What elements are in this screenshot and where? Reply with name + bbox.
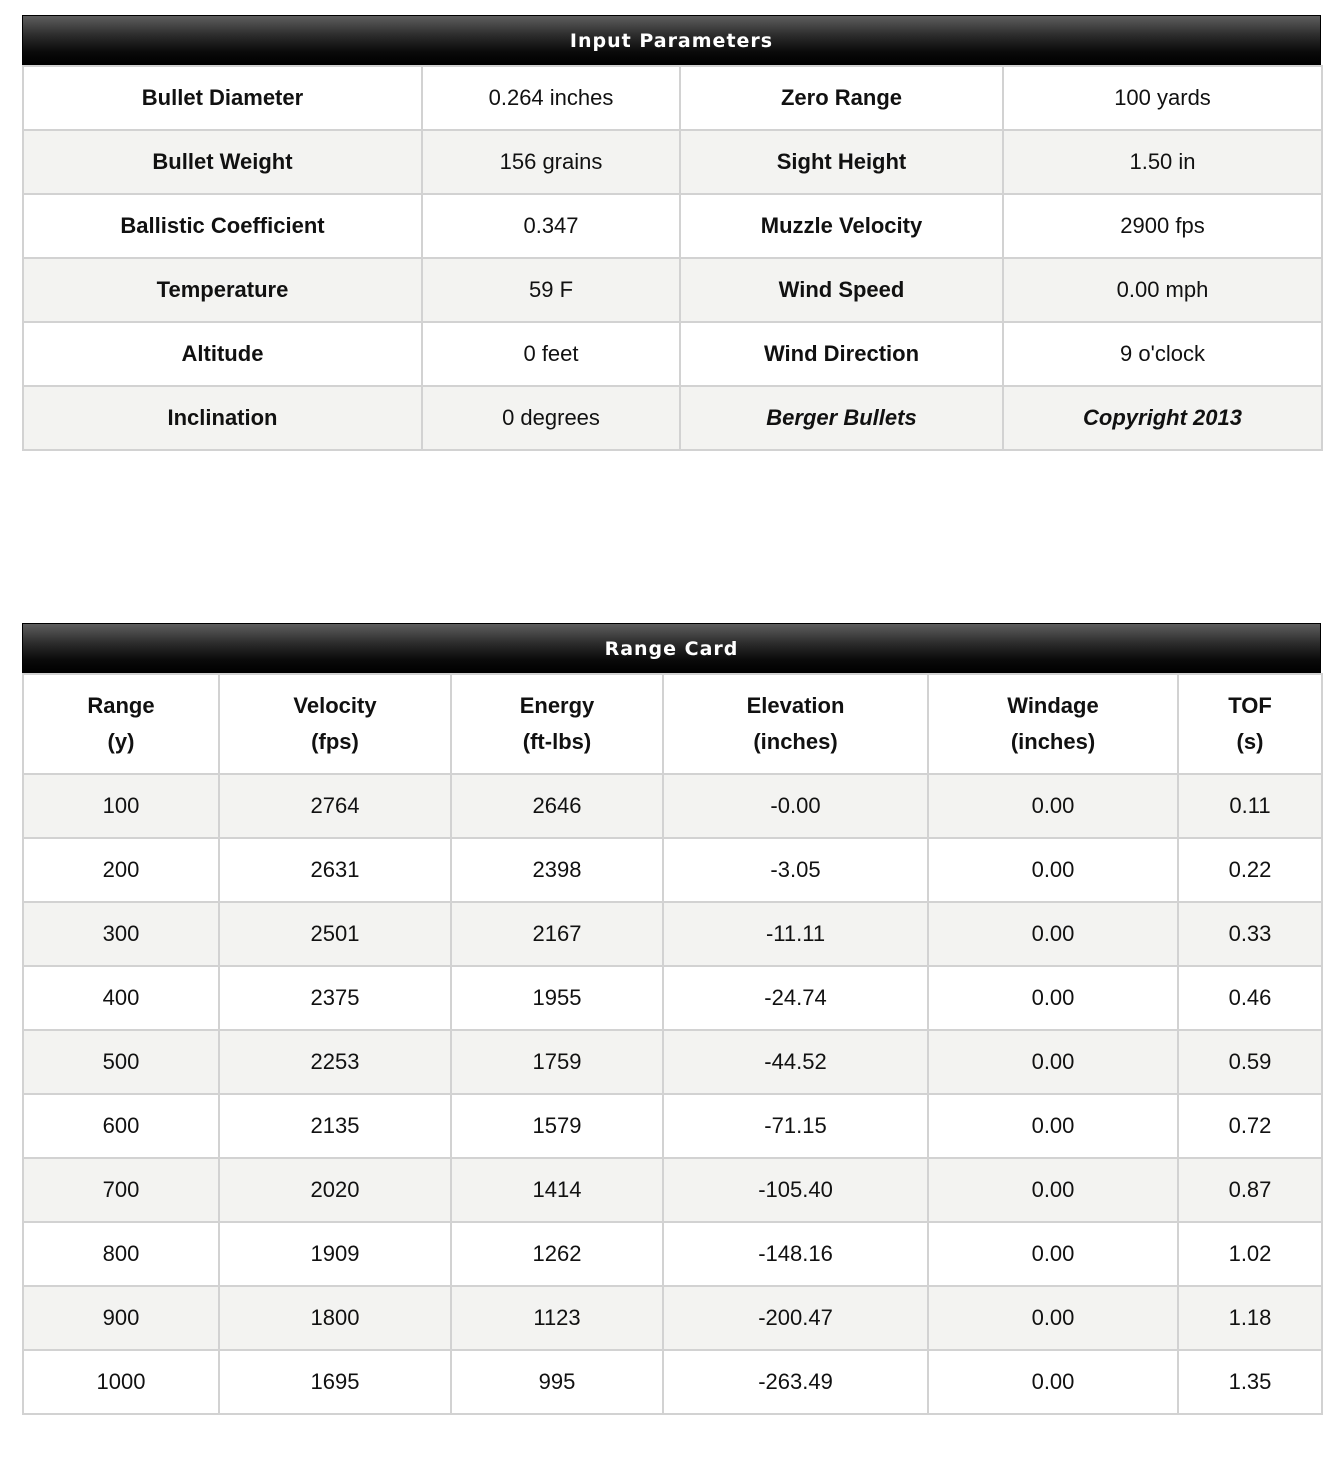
tof-cell: 0.59 bbox=[1178, 1030, 1322, 1094]
table-row bbox=[23, 902, 1322, 966]
tof-cell: 1.02 bbox=[1178, 1222, 1322, 1286]
column-header-unit: (inches) bbox=[753, 729, 838, 754]
param-value: 0.00 mph bbox=[1003, 258, 1322, 322]
table-row bbox=[23, 1286, 1322, 1350]
windage-cell: 0.00 bbox=[928, 1350, 1178, 1414]
velocity-cell: 2253 bbox=[219, 1030, 451, 1094]
param-label: Temperature bbox=[23, 258, 422, 322]
tof-cell: 0.11 bbox=[1178, 774, 1322, 838]
range-cell: 300 bbox=[23, 902, 219, 966]
param-label: Altitude bbox=[23, 322, 422, 386]
column-header-name: Velocity bbox=[293, 693, 377, 718]
elevation-cell: -263.49 bbox=[663, 1350, 928, 1414]
windage-cell: 0.00 bbox=[928, 1030, 1178, 1094]
param-value: 0.347 bbox=[422, 194, 680, 258]
windage-cell: 0.00 bbox=[928, 838, 1178, 902]
table-row bbox=[23, 1094, 1322, 1158]
param-label: Zero Range bbox=[680, 66, 1003, 130]
column-header-name: Windage bbox=[1007, 693, 1099, 718]
table-row bbox=[23, 322, 1322, 386]
elevation-cell: -24.74 bbox=[663, 966, 928, 1030]
column-header-energy bbox=[451, 674, 663, 774]
param-value: 0 feet bbox=[422, 322, 680, 386]
param-value: 100 yards bbox=[1003, 66, 1322, 130]
table-row bbox=[23, 1030, 1322, 1094]
table-row bbox=[23, 1158, 1322, 1222]
velocity-cell: 1695 bbox=[219, 1350, 451, 1414]
param-value: 59 F bbox=[422, 258, 680, 322]
energy-cell: 995 bbox=[451, 1350, 663, 1414]
tof-cell: 1.18 bbox=[1178, 1286, 1322, 1350]
tof-cell: 0.46 bbox=[1178, 966, 1322, 1030]
param-value: 0.264 inches bbox=[422, 66, 680, 130]
table-row bbox=[23, 258, 1322, 322]
elevation-cell: -148.16 bbox=[663, 1222, 928, 1286]
range-cell: 900 bbox=[23, 1286, 219, 1350]
column-header-unit: (ft-lbs) bbox=[522, 729, 592, 754]
column-header-name: TOF bbox=[1228, 693, 1272, 718]
brand-credit: Berger Bullets bbox=[680, 386, 1003, 450]
param-label: Bullet Weight bbox=[23, 130, 422, 194]
energy-cell: 1414 bbox=[451, 1158, 663, 1222]
windage-cell: 0.00 bbox=[928, 966, 1178, 1030]
param-value: 2900 fps bbox=[1003, 194, 1322, 258]
column-header-windage bbox=[928, 674, 1178, 774]
param-label: Wind Direction bbox=[680, 322, 1003, 386]
tof-cell: 0.22 bbox=[1178, 838, 1322, 902]
input-parameters-table bbox=[22, 65, 1323, 451]
velocity-cell: 2375 bbox=[219, 966, 451, 1030]
elevation-cell: -3.05 bbox=[663, 838, 928, 902]
input-parameters-panel bbox=[22, 15, 1321, 451]
range-cell: 400 bbox=[23, 966, 219, 1030]
input-parameters-title: Input Parameters bbox=[22, 15, 1321, 65]
velocity-cell: 1800 bbox=[219, 1286, 451, 1350]
windage-cell: 0.00 bbox=[928, 774, 1178, 838]
velocity-cell: 1909 bbox=[219, 1222, 451, 1286]
table-row bbox=[23, 130, 1322, 194]
column-header-velocity bbox=[219, 674, 451, 774]
param-label: Bullet Diameter bbox=[23, 66, 422, 130]
energy-cell: 1262 bbox=[451, 1222, 663, 1286]
tof-cell: 1.35 bbox=[1178, 1350, 1322, 1414]
table-row bbox=[23, 838, 1322, 902]
param-label: Inclination bbox=[23, 386, 422, 450]
range-cell: 800 bbox=[23, 1222, 219, 1286]
param-label: Wind Speed bbox=[680, 258, 1003, 322]
range-cell: 100 bbox=[23, 774, 219, 838]
table-row bbox=[23, 966, 1322, 1030]
param-value: 156 grains bbox=[422, 130, 680, 194]
param-value: 0 degrees bbox=[422, 386, 680, 450]
range-card-body bbox=[23, 774, 1322, 1414]
range-cell: 600 bbox=[23, 1094, 219, 1158]
range-card-title: Range Card bbox=[22, 623, 1321, 673]
elevation-cell: -0.00 bbox=[663, 774, 928, 838]
column-header-tof bbox=[1178, 674, 1322, 774]
velocity-cell: 2020 bbox=[219, 1158, 451, 1222]
energy-cell: 1579 bbox=[451, 1094, 663, 1158]
velocity-cell: 2501 bbox=[219, 902, 451, 966]
copyright-notice: Copyright 2013 bbox=[1003, 386, 1322, 450]
param-label: Ballistic Coefficient bbox=[23, 194, 422, 258]
table-row bbox=[23, 194, 1322, 258]
energy-cell: 2398 bbox=[451, 838, 663, 902]
energy-cell: 1759 bbox=[451, 1030, 663, 1094]
energy-cell: 2167 bbox=[451, 902, 663, 966]
column-header-name: Elevation bbox=[746, 693, 845, 718]
tof-cell: 0.33 bbox=[1178, 902, 1322, 966]
param-value: 1.50 in bbox=[1003, 130, 1322, 194]
param-label: Muzzle Velocity bbox=[680, 194, 1003, 258]
column-header-unit: (inches) bbox=[1010, 729, 1096, 754]
elevation-cell: -200.47 bbox=[663, 1286, 928, 1350]
table-row bbox=[23, 66, 1322, 130]
param-value: 9 o'clock bbox=[1003, 322, 1322, 386]
table-row bbox=[23, 386, 1322, 450]
range-cell: 700 bbox=[23, 1158, 219, 1222]
column-header-name: Range bbox=[87, 693, 155, 718]
elevation-cell: -105.40 bbox=[663, 1158, 928, 1222]
column-header-unit: (fps) bbox=[311, 729, 359, 754]
range-card-header-row bbox=[23, 674, 1322, 774]
column-header-name: Energy bbox=[519, 693, 595, 718]
tof-cell: 0.72 bbox=[1178, 1094, 1322, 1158]
windage-cell: 0.00 bbox=[928, 902, 1178, 966]
column-header-unit: (s) bbox=[1236, 729, 1264, 754]
elevation-cell: -71.15 bbox=[663, 1094, 928, 1158]
column-header-unit: (y) bbox=[107, 729, 135, 754]
table-row bbox=[23, 774, 1322, 838]
energy-cell: 2646 bbox=[451, 774, 663, 838]
velocity-cell: 2764 bbox=[219, 774, 451, 838]
windage-cell: 0.00 bbox=[928, 1094, 1178, 1158]
column-header-range bbox=[23, 674, 219, 774]
velocity-cell: 2631 bbox=[219, 838, 451, 902]
range-card-table bbox=[22, 673, 1323, 1415]
windage-cell: 0.00 bbox=[928, 1222, 1178, 1286]
velocity-cell: 2135 bbox=[219, 1094, 451, 1158]
range-card-panel bbox=[22, 623, 1321, 1415]
table-row bbox=[23, 1350, 1322, 1414]
param-label: Sight Height bbox=[680, 130, 1003, 194]
column-header-elevation bbox=[663, 674, 928, 774]
windage-cell: 0.00 bbox=[928, 1158, 1178, 1222]
elevation-cell: -44.52 bbox=[663, 1030, 928, 1094]
energy-cell: 1955 bbox=[451, 966, 663, 1030]
windage-cell: 0.00 bbox=[928, 1286, 1178, 1350]
energy-cell: 1123 bbox=[451, 1286, 663, 1350]
tof-cell: 0.87 bbox=[1178, 1158, 1322, 1222]
range-cell: 500 bbox=[23, 1030, 219, 1094]
range-cell: 200 bbox=[23, 838, 219, 902]
elevation-cell: -11.11 bbox=[663, 902, 928, 966]
range-cell: 1000 bbox=[23, 1350, 219, 1414]
table-row bbox=[23, 1222, 1322, 1286]
